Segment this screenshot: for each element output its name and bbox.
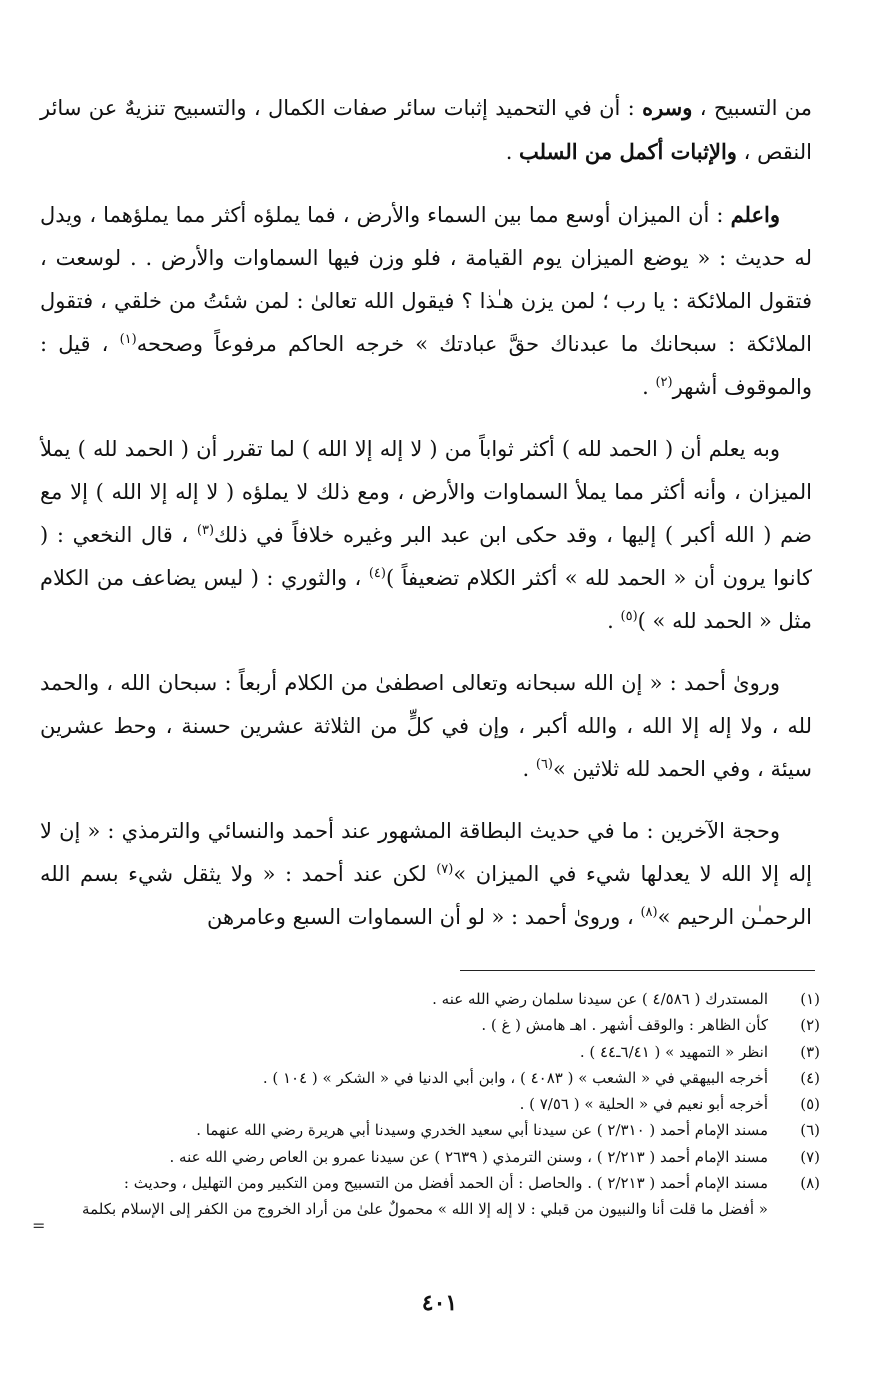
paragraph	[40, 662, 812, 791]
text-segment: ، قيل : والموقوف أشهر	[40, 332, 812, 399]
footnote	[30, 1012, 820, 1038]
footnote-ref: (٥)	[620, 609, 638, 624]
text-segment: ، والثوري : ( ليس يضاعف من الكلام مثل « الحمد لله » )	[40, 566, 812, 633]
footnote-number: (٦)	[800, 1121, 820, 1140]
text-segment: : أن الميزان أوسع مما بين السماء والأرض ، فما يملؤه أكثر مما يملؤهما ، ويدل له حديث : « يوضع الميزان يوم القيامة ، فلو وزن فيها السماوات والأرض . . لوسعت ، فتقول الملائكة : يا رب ؛ لمن يزن هـٰذا ؟ فيقول الله تعالىٰ : لمن شئتُ من خلقي ، فتقول الملائكة : سبحانك ما عبدناك حقَّ عبادتك » خرجه الحاكم مرفوعاً وصححه	[40, 203, 812, 356]
footnote-number: (٧)	[800, 1147, 820, 1166]
main-text	[40, 86, 812, 958]
footnote-number: (٨)	[800, 1174, 820, 1193]
footnote-text: مسند الإمام أحمد ( ٢/٣١٠ ) عن سيدنا أبي سعيد الخدري وسيدنا أبي هريرة رضي الله عنهما .	[196, 1121, 768, 1140]
footnote-number: (١)	[800, 990, 820, 1008]
text-segment: ، وروىٰ أحمد : « لو أن السماوات السبع وعامرهن	[206, 905, 641, 929]
footnote-ref: (٦)	[535, 757, 553, 772]
footnote-continuation: « أفضل ما قلت أنا والنبيون من قبلي : لا إله إلا الله » محمولٌ علىٰ من أراد الخروج من الكفر إلى الإسلام بكلمة	[82, 1200, 768, 1219]
footnote-text: كأن الظاهر : والوقف أشهر . اهـ هامش ( غ ) .	[481, 1016, 768, 1035]
footnote	[30, 1065, 820, 1091]
text-segment: لكن عند أحمد : « ولا يثقل شيء بسم الله الرحمـٰن الرحيم »	[40, 862, 812, 929]
footnote	[30, 986, 820, 1012]
text-segment: وحجة الآخرين : ما في حديث البطاقة المشهور عند أحمد والنسائي والترمذي : « إن لا إله إلا الله لا يعدلها شيء في الميزان »	[40, 819, 812, 886]
text-segment: .	[607, 609, 621, 633]
footnote	[30, 1144, 820, 1170]
continuation-marker: =	[32, 1216, 46, 1235]
footnote-ref: (١)	[119, 332, 137, 347]
footnote-text: المستدرك ( ٤/٥٨٦ ) عن سيدنا سلمان رضي الله عنه .	[432, 990, 768, 1008]
footnote-text: أخرجه أبو نعيم في « الحلية » ( ٧/٥٦ ) .	[519, 1095, 768, 1114]
footnote-text: مسند الإمام أحمد ( ٢/٢١٣ ) . والحاصل : أن الحمد أفضل من التسبيح ومن التكبير ومن التهليل ، وحديث :	[123, 1174, 768, 1193]
footnote	[30, 1091, 820, 1117]
paragraph	[40, 428, 812, 643]
paragraph	[40, 86, 812, 174]
footnote-number: (٥)	[800, 1095, 820, 1114]
footnote-text: أخرجه البيهقي في « الشعب » ( ٤٠٨٣ ) ، وابن أبي الدنيا في « الشكر » ( ١٠٤ ) .	[262, 1068, 768, 1087]
bold-phrase: واعلم	[730, 202, 780, 227]
footnote-ref: (٤)	[368, 566, 386, 581]
footnote-ref: (٣)	[196, 523, 215, 538]
footnote	[30, 1117, 820, 1143]
footnote-ref: (٢)	[655, 375, 673, 390]
text-segment: وبه يعلم أن ( الحمد لله ) أكثر ثواباً من ( لا إله إلا الله ) لما تقرر أن ( الحمد لله ) يملأ الميزان ، وأنه أكثر مما يملأ السماوات والأرض ، ومع ذلك لا يملؤه ( لا إله إلا الله ) إلا مع ضم ( الله أكبر ) إليها ، وقد حكى ابن عبد البر وغيره خلافاً في ذلك	[40, 437, 812, 547]
page-number: ٤٠١	[421, 1290, 458, 1316]
footnote-ref: (٧)	[436, 862, 454, 877]
text-segment: .	[642, 375, 656, 399]
text-segment: من التسبيح ،	[692, 96, 812, 120]
footnote-text: مسند الإمام أحمد ( ٢/٢١٣ ) ، وسنن الترمذي ( ٢٦٣٩ ) عن سيدنا عمرو بن العاص رضي الله عنه .	[169, 1147, 768, 1166]
bold-phrase: وسره	[642, 95, 693, 120]
footnote-separator	[460, 970, 815, 971]
footnote	[30, 1039, 820, 1065]
paragraph	[40, 810, 812, 939]
paragraph	[40, 193, 812, 409]
footnotes	[30, 986, 820, 1223]
text-segment: وروىٰ أحمد : « إن الله سبحانه وتعالى اصطفىٰ من الكلام أربعاً : سبحان الله ، والحمد لله ، ولا إله إلا الله ، والله أكبر ، وإن في كلٍّ من الثلاثة عشرين حسنة ، وحط عشرين سيئة ، وفي الحمد لله ثلاثين »	[40, 671, 813, 781]
footnote	[30, 1170, 820, 1196]
text-segment: ، قال النخعي : ( كانوا يرون أن « الحمد لله » أكثر الكلام تضعيفاً )	[40, 523, 812, 590]
footnote-ref: (٨)	[640, 905, 658, 920]
text-segment: .	[505, 140, 520, 164]
footnote-number: (٤)	[800, 1068, 820, 1087]
bold-phrase: والإثبات أكمل من السلب	[519, 139, 737, 164]
text-segment: .	[522, 757, 536, 781]
text-segment: : أن في التحميد إثبات سائر صفات الكمال ، والتسبيح تنزيهٌ عن سائر النقص ،	[40, 96, 812, 164]
footnote-number: (٢)	[800, 1016, 820, 1035]
footnote-text: انظر « التمهيد » ( ٦/٤١ـ٤٤ ) .	[579, 1042, 768, 1061]
footnote-number: (٣)	[800, 1042, 820, 1061]
